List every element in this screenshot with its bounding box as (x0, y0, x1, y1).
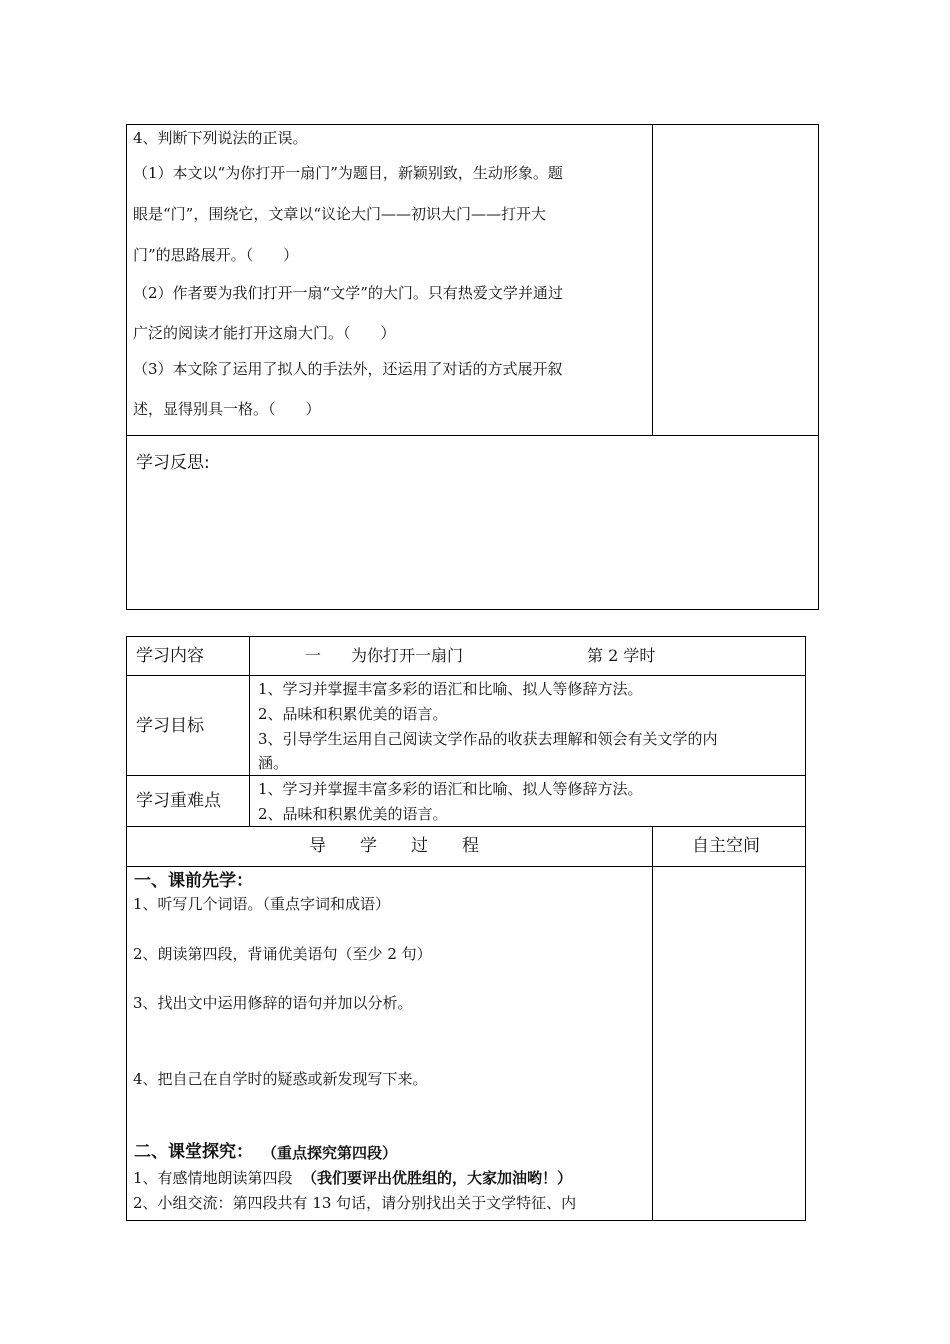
q4-2-line1: （2）作者要为我们打开一扇“文学”的大门。只有热爱文学并通过 (133, 284, 563, 302)
table2-border-left (126, 636, 127, 1221)
inquiry-item-2: 2、小组交流：第四段共有 13 句话，请分别找出关于文学特征、内 (133, 1194, 577, 1212)
lesson-period: 第 2 学时 (587, 646, 656, 665)
lesson-number: 一 (305, 646, 322, 665)
section-1-title: 一、课前先学： (134, 871, 253, 891)
goals-label: 学习目标 (136, 716, 204, 736)
section-2-note: （重点探究第四段） (262, 1144, 398, 1162)
inquiry-item-1: 1、有感情地朗读第四段 (133, 1169, 293, 1187)
reflection-label: 学习反思: (136, 453, 210, 473)
table1-row-divider (126, 435, 819, 436)
q4-1-line3: 门”的思路展开。（ ） (133, 246, 299, 264)
pre-study-item: 1、听写几个词语。（重点字词和成语） (133, 895, 391, 913)
q4-1-line1: （1）本文以“为你打开一扇门”为题目，新颖别致，生动形象。题 (133, 164, 563, 182)
section-2-title: 二、课堂探究： (134, 1142, 253, 1162)
table1-border-left (126, 124, 127, 610)
pre-study-item: 4、把自己在自学时的疑惑或新发现写下来。 (133, 1070, 428, 1088)
table1-border-right (818, 124, 819, 610)
process-header: 导 学 过 程 (309, 836, 479, 856)
pre-study-item: 3、找出文中运用修辞的语句并加以分析。 (133, 994, 413, 1012)
table1-border-bottom (126, 609, 819, 610)
table2-border-top (126, 636, 806, 637)
space-col-divider (652, 826, 653, 1221)
lesson-title: 为你打开一扇门 (351, 646, 464, 665)
goal-item: 3、引导学生运用自己阅读文学作品的收获去理解和领会有关文学的内 (258, 730, 718, 748)
key-point-item: 1、学习并掌握丰富多彩的语汇和比喻、拟人等修辞方法。 (258, 780, 643, 798)
pre-study-item: 2、朗读第四段，背诵优美语句（至少 2 句） (133, 945, 432, 963)
row-divider-content (126, 675, 806, 676)
row-divider-goals (126, 775, 806, 776)
inquiry-item-1-note: （我们要评出优胜组的，大家加油哟！） (302, 1169, 573, 1187)
table2-border-bottom (126, 1220, 806, 1221)
key-points-label: 学习重难点 (136, 791, 221, 811)
row-divider-process-header (126, 866, 806, 867)
q4-1-line2: 眼是“门”，围绕它，文章以“议论大门——初识大门——打开大 (133, 205, 547, 223)
table1-col-divider (652, 124, 653, 436)
self-space-header: 自主空间 (692, 836, 760, 856)
q4-title: 4、判断下列说法的正误。 (133, 129, 308, 147)
content-label: 学习内容 (136, 646, 204, 666)
q4-2-line2: 广泛的阅读才能打开这扇大门。（ ） (133, 324, 396, 342)
table2-border-right (805, 636, 806, 1221)
table1-border-top (126, 124, 819, 125)
q4-3-line2: 述，显得别具一格。（ ） (133, 400, 321, 418)
row-divider-keys (126, 826, 806, 827)
goal-item: 1、学习并掌握丰富多彩的语汇和比喻、拟人等修辞方法。 (258, 680, 643, 698)
key-point-item: 2、品味和积累优美的语言。 (258, 805, 448, 823)
q4-3-line1: （3）本文除了运用了拟人的手法外，还运用了对话的方式展开叙 (133, 360, 563, 378)
label-col-divider (249, 636, 250, 826)
goal-item: 涵。 (258, 754, 289, 772)
goal-item: 2、品味和积累优美的语言。 (258, 705, 448, 723)
